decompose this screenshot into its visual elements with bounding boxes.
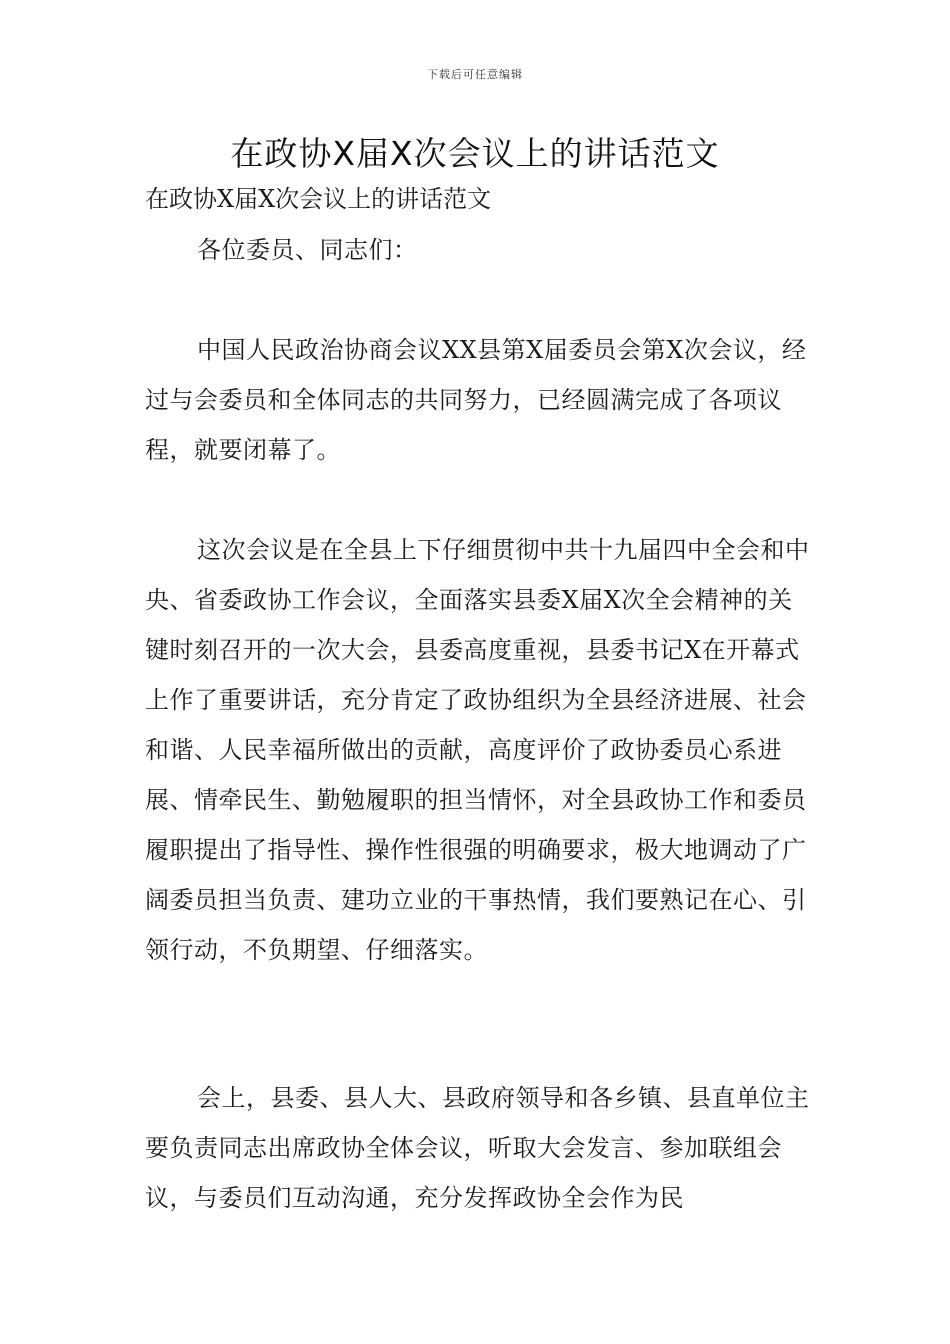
paragraph-1: 中国人民政治协商会议XX县第X届委员会第X次会议，经过与会委员和全体同志的共同努力，已经圆满完成了各项议程，就要闭幕了。 [145, 336, 807, 464]
paragraph-2: 这次会议是在全县上下仔细贯彻中共十九届四中全会和中央、省委政协工作会议，全面落实县委X届X次全会精神的关键时刻召开的一次大会，县委高度重视，县委书记X在开幕式上作了重要讲话，充分肯定了政协组织为全县经济进展、社会和谐、人民幸福所做出的贡献，高度评价了政协委员心系进展、情牵民生、勤勉履职的担当情怀，对全县政协工作和委员履职提出了指导性、操作性很强的明确要求，极大地调动了广阔委员担当负责、建功立业的干事热情，我们要熟记在心、引领行动，不负期望、仔细落实。 [145, 536, 810, 964]
document-subtitle: 在政协X届X次会议上的讲话范文 [145, 185, 492, 213]
salutation: 各位委员、同志们： [197, 236, 418, 264]
document-title: 在政协X届X次会议上的讲话范文 [230, 134, 720, 173]
paragraph-3: 会上，县委、县人大、县政府领导和各乡镇、县直单位主要负责同志出席政协全体会议，听取大会发言、参加联组会议，与委员们互动沟通，充分发挥政协全会作为民 [145, 1084, 810, 1212]
header-note: 下载后可任意编辑 [427, 68, 523, 81]
